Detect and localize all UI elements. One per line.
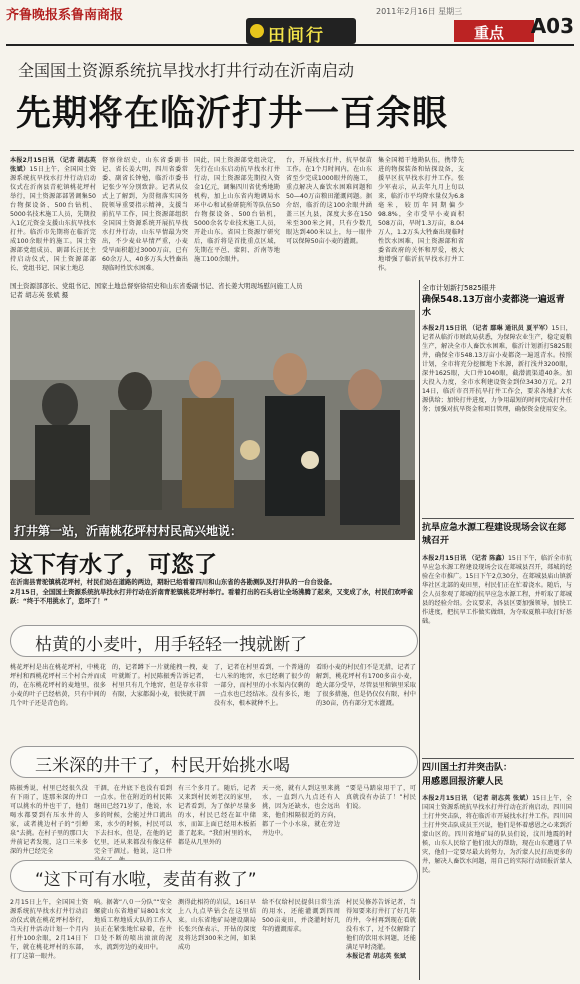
photo-overlay-title: 打井第一站，沂南桃花坪村村民高兴地说： bbox=[14, 524, 243, 538]
sidebar2-title: 抗旱应急水源工程建设现场会议在郯城召开 bbox=[422, 523, 567, 546]
lead-column-1 bbox=[10, 156, 96, 276]
section1-col-3: 了，记者在村里看到，一个普通的七八米的地窖，水已经剩了很少的一部分，而村里的小水渠内仅剩的一点水也已经结冰。没有多长，地没有水，根本就种不上。 bbox=[214, 664, 310, 707]
lead-text-2: 督察徐绍史，山东省委副书记、省长姜大明，四川省委常委、副省长钟勉，临沂市委书记张少军分别致辞。记者从仪式上了解到，为贯彻落实国务院领导重要指示精神，支援当前抗旱工作，国土资源部组织全国国土资源系统开展抗旱找水打井行动，山东旱情最为突出，不少麦业早情严重，小麦受旱面积超过3000万亩，已有60余万人，40多万头大牲畜出现临时性饮水困难。 bbox=[102, 157, 188, 272]
sidebar-2 bbox=[422, 522, 574, 752]
sidebar1-body: 本报2月15日讯 （记者 鄢琳 通讯员 夏平军）15日，记者从临沂市财政局获悉，为保障农业生产，稳定夏粮生产，解决全市人畜饮水困难，临沂计划新打5825眼井，确保全市548.13万亩小麦都浇一遍返青水。按照计划，全市将充分挖掘地下水源，新打浅井3200眼，深井1625眼，大口井1040眼，截潜流渠道40条。加大投入力度，全市水利建设资金到位3430万元。2月14日，临沂市召开抗旱打井工作会，要求各地扩大水源供给；加快打井进度，力争用最短的时间完成打井任务；加强对抗旱资金和项目管理，确保资金使用安全。 bbox=[422, 325, 572, 413]
lead-text-4: 台，开展找水打井，抗旱保苗工作。在1个月时间内，在山东省至少完成1000眼井的施工，重点解决人畜饮水困难问题和50—40万亩粮田灌溉问题。据介绍，临沂的这100余眼井涵盖三区九县，深度大多在150米至300米之间，只有少数几眼达到400米以上，每一眼井可以保障50亩小麦的灌溉。 bbox=[286, 157, 372, 245]
section3-col-2: 响。据著“八０一分队”“安全螺旋山东省地矿局801水文地质工程地质大队的工作人员正在紧张地忙碌着，在井口处不断的喷出滚滚的泥水，流到旁边的麦田中。 bbox=[94, 899, 172, 951]
lead-column-3 bbox=[194, 156, 280, 276]
feature-subhead: 这下有水了，可恣了 bbox=[10, 552, 217, 578]
sidebar-3 bbox=[422, 762, 574, 982]
section2-col-2: 干涸，在井底下也没有看到一点水。住在附近的村民陈继田已经71岁了，他说，水多的时候，会能过井口流出来，水少的时候，村民可以下去扫水，但是，在他的记忆里，还从来都没有像这样完全干涸过。他说，这口井 bbox=[94, 785, 172, 855]
section1-col-2: 的，记者蹲下一片就能拽一拽，麦叶就断了。村民陈振秀告诉记者，村里只有几个地窖，但是存水非常有限，大家都渴小麦，很快就干涸 bbox=[112, 664, 208, 698]
sidebar-divider bbox=[422, 518, 574, 519]
crowd-photo-illustration bbox=[10, 310, 415, 540]
focus-tag bbox=[454, 20, 534, 42]
sidebar3-title: 用感恩回报济蒙人民 bbox=[422, 777, 504, 787]
section3-col-4: 给不仅给村民提供日常生活的用水，还能灌溉到四周500亩麦田，并浇灌时好几年的灌溉需求。 bbox=[262, 899, 340, 933]
sidebar1-title: 确保548.13万亩小麦都浇一遍返青水 bbox=[422, 295, 565, 318]
page-number: A03 bbox=[530, 14, 574, 38]
section3-col-5: 村民吴修苏告诉记者，当得知要来打井打了好几年的井，今村再到现在看就没有水了，过不仅解除了他们的饮用水问题，还能满足旱时浇灌。 本报记者 胡志英 张斌 bbox=[346, 899, 416, 960]
sidebar3-kicker: 四川国土打井突击队： bbox=[422, 763, 513, 773]
focus-label: 重点 bbox=[474, 24, 505, 42]
sidebar1-kicker: 全市计划新打5825眼井 bbox=[422, 284, 496, 292]
column-divider bbox=[419, 280, 420, 980]
feature-intro: 在沂南县青驼镇桃花坪村，村民们站在道路的两边，期盼已给看着四川和山东省的各勘测队及打井队的一台台设备。 2月15日，全国国土资源系统抗旱找水打井行动在沂南青驼镇桃花坪村举行。看着打出的石头岩让全场沸腾了起来，又变成了水，村民们欢呼雀跃：“终于不用挑水了，恣坏了！” bbox=[10, 578, 414, 605]
sidebar-divider bbox=[422, 758, 574, 759]
section3-signature: 本报记者 胡志英 张斌 bbox=[346, 953, 406, 960]
news-photo bbox=[10, 310, 415, 540]
photo-caption: 国土资源部部长、党组书记、国家土地总督察徐绍史和山东省委副书记、省长姜大明现场慰问施工人员 记者 胡志英 张斌 摄 bbox=[10, 282, 303, 299]
lead-column-2 bbox=[102, 156, 188, 276]
section1-heading: 枯黄的小麦叶，用手轻轻一拽就断了 bbox=[10, 625, 418, 657]
section2-col-1: 陈振秀说，村里已经很久没有下雨了，连那米深的井口可以挑水的井也干了，他们喝水都要到有压水井的人家，或者挑边村子的“引蝉泉”去挑。在村子里的那口大井前记者发现，这口三米多深的井已经完全 bbox=[10, 785, 88, 855]
newspaper-logo: 齐鲁晚报系鲁南商报 bbox=[6, 8, 124, 23]
section3-heading: “这下可有水啦，麦苗有救了” bbox=[10, 860, 418, 892]
section2-col-5: “要是马踏泉用干了，可真就没有办法了！”村民们说。 bbox=[346, 785, 416, 810]
section-banner bbox=[246, 18, 356, 44]
sidebar-1 bbox=[422, 282, 574, 512]
section2-col-3: 有三个多月了。随后，记者又来到村民刘老汉的家里，记者看到，为了保护尽量多的水，村民已经在缸中储水，而缸上面已经用木板拓盖了起来。“我们村里的水，都是从几里外的 bbox=[178, 785, 256, 846]
lead-column-5 bbox=[378, 156, 464, 276]
section3-col-3: 测得此相符的岩层，16日早上八九点毕钻会在这里结束。山东省地矿局建设副局长张兴保表示，开钻的深度及将达到300米之间，如果成功 bbox=[178, 899, 256, 951]
section-name: 田间行 bbox=[268, 26, 325, 46]
sidebar3-body: 本报2月15日讯 （记者 胡志英 张斌）15日上午，全国国土资源系统抗旱找水打井行动在沂南启动，四川国土打井突击队，将在临沂市开展找水打井工作。四川国土打井突击队成员王兴说，他们是怀着感恩之心来到沂蒙山区的。四川省地矿局的队员们说，汶川地震的时候，山东人民给了他们很大的帮助，现在山东遭遇了旱灾，他们一定要尽最大的努力，为沂蒙人民打出更多的井，解决人畜饮水问题，用自己的实际行动回报沂蒙人民。 bbox=[422, 795, 572, 874]
divider bbox=[10, 150, 574, 151]
section1-col-4: 看盼小麦的村民们不是无措，记者了解到，桃花坪村有1700多亩小麦，绝大部分受旱，尽管县里和镇里采取了很多措施，但是仍仅仅有限，村中的30亩，仍有部分无水灌溉。 bbox=[316, 664, 416, 707]
lead-text-1: 15日上午，全国国土资源系统抗旱找水打井行动启动仪式在沂南县青驼镇桃花坪村举行，国土资源部部署调集50台物探设备、500台钻机、5000名技术施工人员，先期投入1亿元资金支援山东抗旱找水打井。临沂市先期将在临沂完成100余眼井的施工。国土资源部党组成员、副部长汪民主持启动仪式，国土资源部部长、党组书记、国家土地总 bbox=[10, 166, 96, 272]
lead-column-4 bbox=[286, 156, 372, 276]
sidebar2-body: 本报2月15日讯 （记者 陈鑫）15日下午，临沂全市抗旱应急水源工程建设现场会议在郯城县召开，郯城的经验在全市推广。15日下午2点30分，在郯城县庙山镇新华社区北部的麦田里，村民们正在忙着浇水。随后，与会人员参观了郯城的抗旱应急水源工程，并听取了郯城县的经验介绍。会议要求，各县区要加强领导，加快工作进度，把抗旱工作做实做细，为夺取夏粮丰收打好基础。 bbox=[422, 555, 572, 625]
sun-icon bbox=[250, 24, 264, 38]
headline-kicker: 全国国土资源系统抗旱找水打井行动在沂南启动 bbox=[18, 61, 355, 80]
lead-byline: 本报2月15日讯 （记者 胡志英 张斌） bbox=[10, 157, 96, 173]
headline-title: 先期将在临沂打井一百余眼 bbox=[16, 94, 449, 134]
photo-credit: 记者 胡志英 张斌 摄 bbox=[10, 291, 69, 299]
lead-text-3: 国此，国土资源部党组决定，先行在山东启动抗旱找水打井行动，国土资源部先期投入资金1亿元，调集四川省优秀地勘机构，加上山东省内地调局水环中心和试验研院所等队伍50台物探设备、500台钻机，5000余名专业技术施工人员，开赴山东。省国土资源厅研究后，临沂将是首批重点区域，先期在平邑、蒙阴、沂南等地施工100余眼井。 bbox=[194, 157, 280, 263]
issue-date: 2011年2月16日 星期三 bbox=[376, 7, 463, 16]
masthead bbox=[6, 4, 574, 46]
section2-col-4: 天一亮，就有人到这里来挑水，一直到八九点还有人挑，因为还缺水，也会远出来，他们相隔很近的方向，都了一个小水泉，就在旁边井边中。 bbox=[262, 785, 340, 837]
section1-col-1: 桃花坪村是出在桃花坪村，中桃花坪村和西桃花坪村三个村合并而成的，在东桃花坪村的麦地里，很多小麦的叶子已经枯黄，只有中间的几个叶子还是青色的。 bbox=[10, 664, 106, 707]
lead-text-5: 集全国精干地勘队伍，携带先进的物探装备和钻探设备，支援旱区抗旱找水打井工作。张少军表示，从去年九月上旬以来，临沂市平均降水量仅为6.8毫米，较历年同期偏少98.8%，全市受旱小麦面积508万亩，旱时1.3万亩，8.04万人，1.2万头大牲畜出现临时性饮水困难，国土资源部和省委省政府的关怀和厚爱，极大地增强了临沂抗旱找水打井工作。 bbox=[378, 157, 464, 272]
section3-col-1: 2月15日上午，全国国土资源系统抗旱找水打井行动启动仪式就在桃花坪村举行，当天打井活动计划一个月内打井100余眼，2月14日下午，就在桃花坪村的东部，打了这第一眼井。 bbox=[10, 899, 88, 960]
section2-heading: 三米深的井干了，村民开始挑水喝 bbox=[10, 746, 418, 778]
